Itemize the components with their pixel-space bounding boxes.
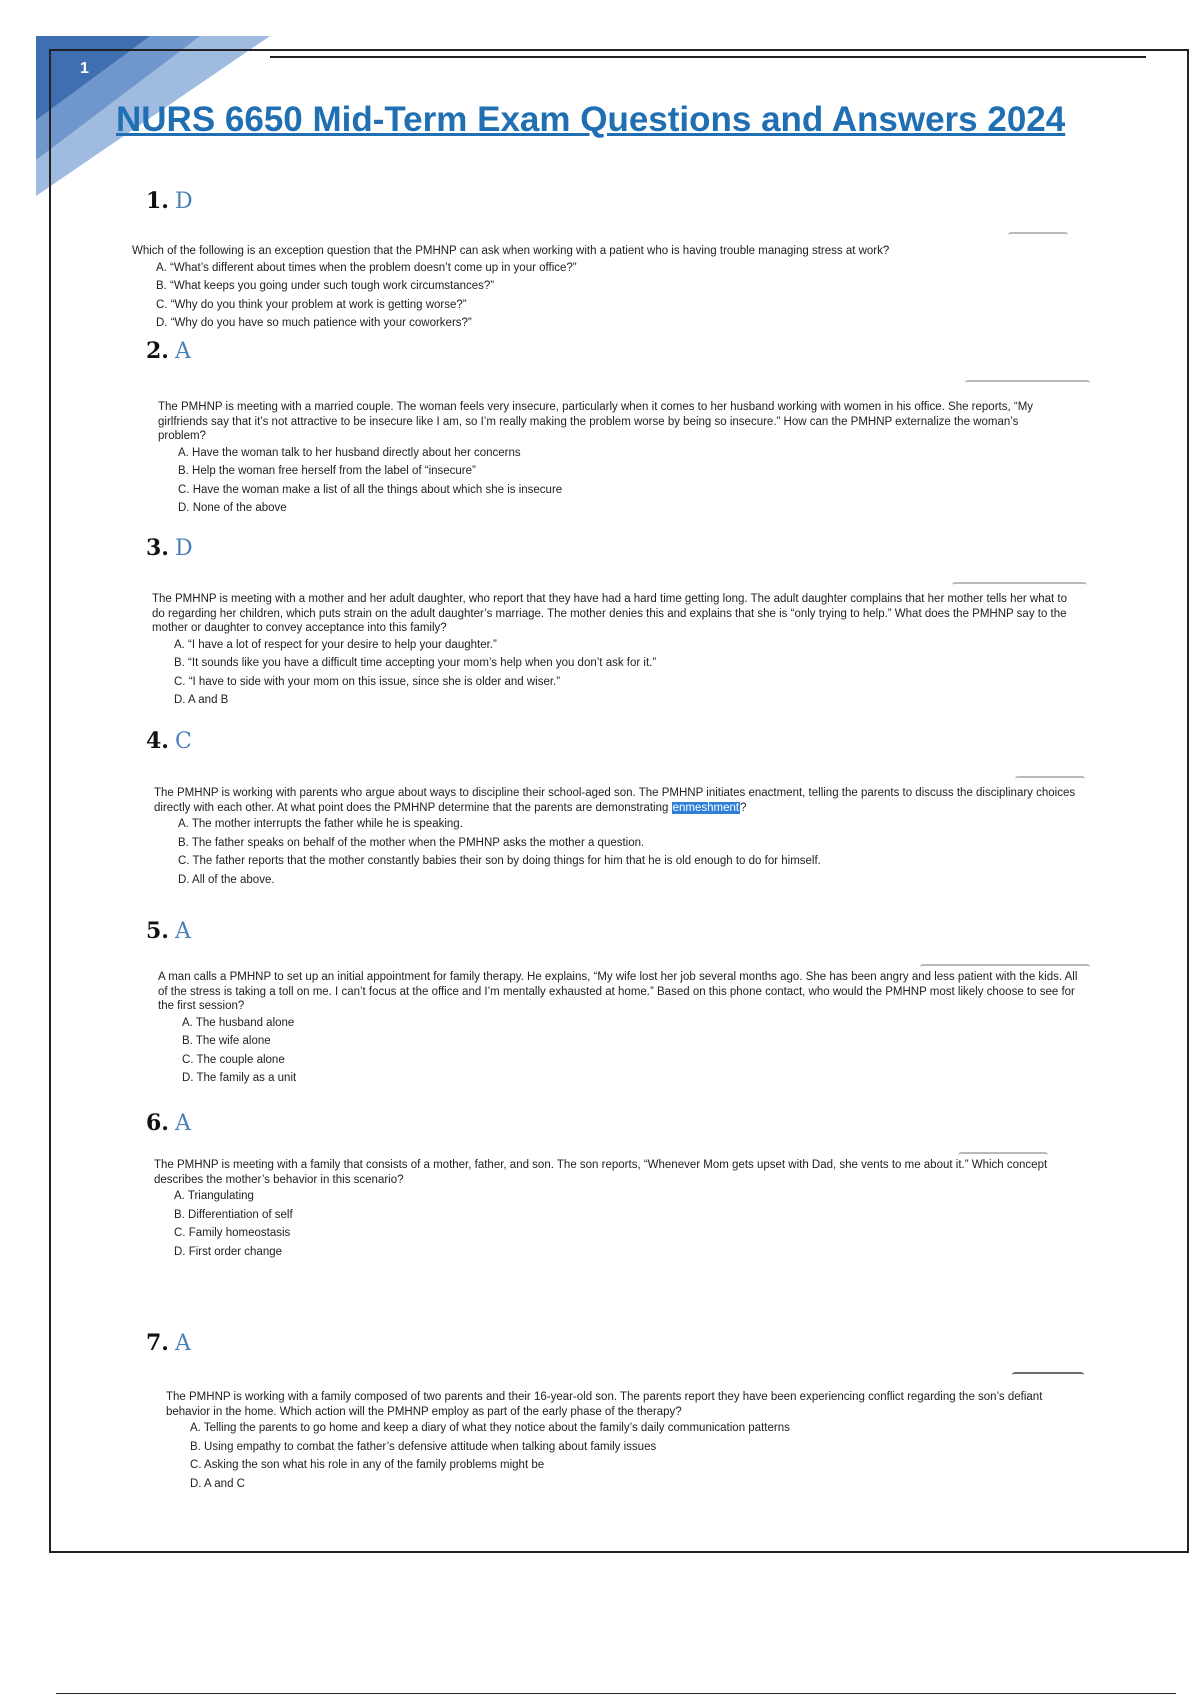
question-number [146, 188, 193, 214]
option-b: B. “It sounds like you have a difficult time accepting your mom’s help when you don’t ask for it.” [174, 657, 657, 669]
question-index: 6. [146, 1110, 169, 1136]
answer-letter: D [174, 189, 193, 214]
option-c: C. “Why do you think your problem at work is getting worse?” [156, 298, 467, 311]
option-a: A. “I have a lot of respect for your desire to help your daughter.” [174, 638, 497, 651]
question-stem: The PMHNP is meeting with a family that consists of a mother, father, and son. The son reports, “Whenever Mom gets upset with Dad, she vents to me about it.” Which concept describes the mother’s behavior in this scenario? [154, 1159, 1048, 1186]
question-stem: Which of the following is an exception question that the PMHNP can ask when working with a patient who is having trouble managing stress at work? [132, 245, 890, 257]
option-a: A. Telling the parents to go home and keep a diary of what they notice about the family’s daily communication patterns [190, 1422, 790, 1434]
question-stem-end: ? [740, 801, 747, 814]
option-d: D. A and B [174, 694, 229, 706]
option-d: D. All of the above. [178, 873, 275, 886]
option-a: A. The husband alone [182, 1016, 295, 1029]
option-a: A. Triangulating [174, 1190, 254, 1202]
option-a: A. “What’s different about times when the problem doesn’t come up in your office?” [156, 261, 577, 274]
option-d: D. A and C [190, 1477, 245, 1490]
question-number [146, 918, 191, 944]
option-c: C. Family homeostasis [174, 1227, 291, 1239]
question-block [132, 244, 1012, 335]
sticky-tab-marker [1008, 232, 1068, 243]
answer-letter: A [174, 1111, 191, 1136]
question-number [146, 728, 192, 754]
question-number [146, 535, 193, 561]
option-b: B. “What keeps you going under such tough work circumstances?” [156, 280, 495, 292]
option-b: B. Help the woman free herself from the label of “insecure” [178, 465, 476, 477]
option-a: A. Have the woman talk to her husband directly about her concerns [178, 446, 521, 459]
question-index: 2. [146, 338, 169, 364]
question-index: 1. [146, 188, 169, 214]
bottom-rule [56, 1693, 1176, 1694]
option-d: D. First order change [174, 1245, 283, 1258]
option-b: B. Using empathy to combat the father’s defensive attitude when talking about family issues [190, 1440, 657, 1453]
question-block [158, 970, 1078, 1090]
question-index: 5. [146, 918, 169, 944]
question-stem [154, 786, 1084, 815]
question-block [154, 1158, 1074, 1263]
answer-letter: A [174, 919, 191, 944]
question-number [146, 1110, 191, 1136]
answer-letter: C [174, 729, 192, 754]
question-stem: The PMHNP is meeting with a married couple. The woman feels very insecure, particularly when it comes to her husband working with women in his office. She reports, “My girlfriends say that it’s not attractive to be insecure like I am, so I’m really making the problem worse by being so insecure.” How can the PMHNP externalize the woman’s problem? [158, 401, 1034, 442]
option-c: C. “I have to side with your mom on this issue, since she is older and wiser.” [174, 675, 561, 688]
answer-letter: D [174, 536, 193, 561]
question-block [158, 400, 1068, 520]
question-block [152, 592, 1082, 712]
page-number: 1 [80, 60, 89, 77]
answer-letter: A [174, 1331, 191, 1356]
question-block [154, 786, 1084, 891]
option-b: B. The father speaks on behalf of the mother when the PMHNP asks the mother a question. [178, 836, 645, 849]
answer-letter: A [174, 339, 191, 364]
option-d: D. The family as a unit [182, 1072, 297, 1084]
option-a: A. The mother interrupts the father while he is speaking. [178, 818, 463, 830]
option-c: C. The father reports that the mother constantly babies their son by doing things for him that he is old enough to do for himself. [178, 855, 821, 867]
sticky-tab-marker [965, 380, 1090, 391]
question-stem: A man calls a PMHNP to set up an initial appointment for family therapy. He explains, “My wife lost her job several months ago. She has been angry and less patient with the kids. All of the stress is taking a toll on me. I can’t focus at the office and I’m mentally exhausted at home.” Based on this phone contact, who would the PMHNP most likely choose to see for the first session? [158, 971, 1078, 1012]
question-block [166, 1390, 1076, 1495]
question-stem-text: The PMHNP is working with parents who argue about ways to discipline their school-aged son. The PMHNP initiates enactment, telling the parents to discuss the disciplinary choices directly with each other. At what point does the PMHNP determine that the parents are demonstrating [154, 787, 1076, 814]
question-number [146, 338, 191, 364]
option-d: D. “Why do you have so much patience with your coworkers?” [156, 317, 472, 329]
question-index: 3. [146, 535, 169, 561]
option-b: B. The wife alone [182, 1035, 271, 1047]
option-c: C. The couple alone [182, 1053, 285, 1066]
question-stem: The PMHNP is meeting with a mother and her adult daughter, who report that they have had a hard time getting long. The adult daughter complains that her mother tells her what to do regarding her children, which puts strain on the adult daughter’s marriage. The mother denies this and explains that she is “only trying to help.” What does the PMHNP say to the mother or daughter to convey acceptance into this family? [152, 593, 1067, 634]
question-index: 4. [146, 728, 169, 754]
option-c: C. Have the woman make a list of all the things about which she is insecure [178, 483, 563, 496]
question-index: 7. [146, 1330, 169, 1356]
option-d: D. None of the above [178, 502, 287, 514]
highlighted-term: enmeshment [672, 801, 740, 814]
option-c: C. Asking the son what his role in any of the family problems might be [190, 1459, 545, 1471]
question-number [146, 1330, 191, 1356]
sticky-tab-marker [1012, 1372, 1084, 1383]
page-title: NURS 6650 Mid-Term Exam Questions and Answers 2024 [116, 100, 1066, 139]
question-stem: The PMHNP is working with a family composed of two parents and their 16-year-old son. The parents report they have been experiencing conflict regarding the son’s defiant behavior in the home. Which action will the PMHNP employ as part of the early phase of the therapy? [166, 1391, 1043, 1418]
option-b: B. Differentiation of self [174, 1208, 293, 1221]
